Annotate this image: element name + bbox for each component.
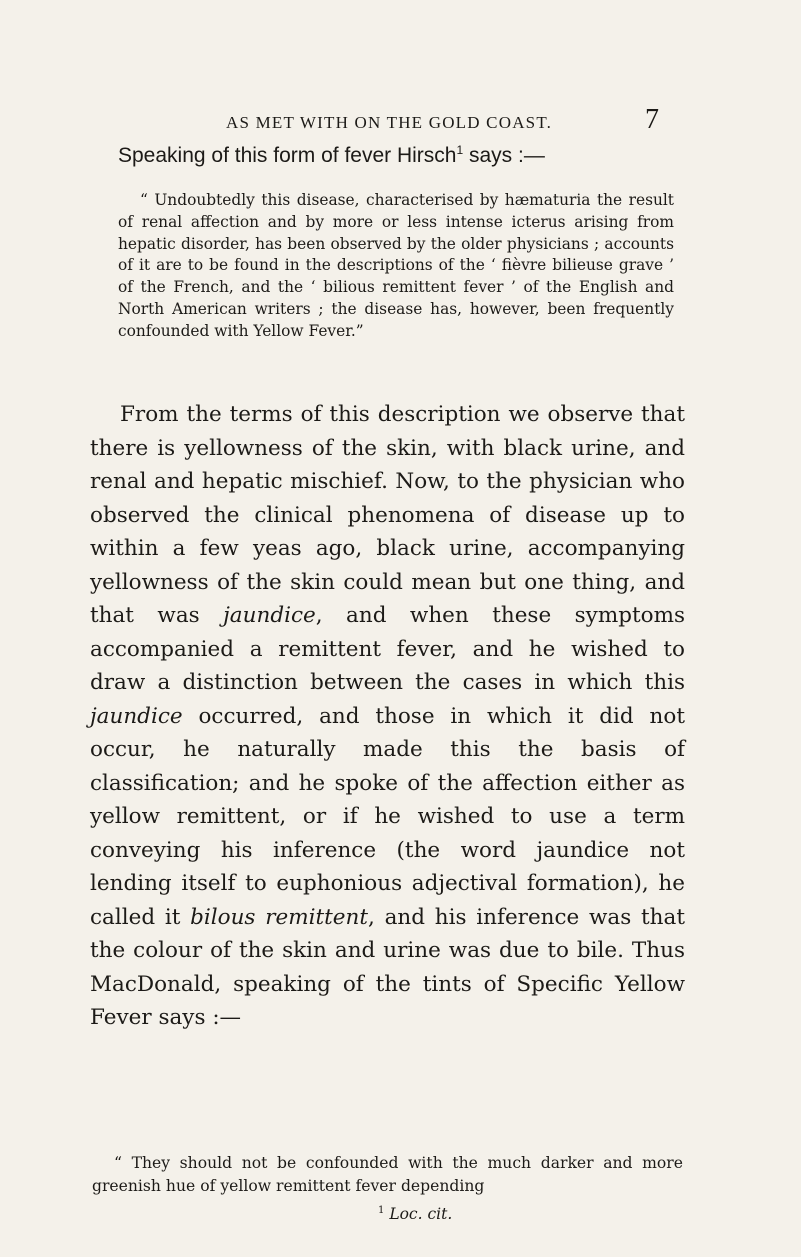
macdonald-quotation: “ They should not be confounded with the much darker and more greenish hue of yellow remittent fever depending xyxy=(92,1154,683,1195)
footnote-mark: 1 xyxy=(378,1205,385,1216)
paragraph-part-2: , and when these symptoms accompanied a remittent fever, and he wished to draw a distinction between the cases in which this xyxy=(90,603,685,695)
paragraph-part-4: , and his inference was that the colour of the skin and urine was due to bile. Thus MacDonald, speaking of the tints of Specific Yellow Fever says :— xyxy=(90,904,685,1030)
paragraph-part-3: occurred, and those in which it did not occur, he naturally made this the basis of classification; and he spoke of the affection either as yellow remittent, or if he wished to use a term conveying his inference (the word jaundice not lending itself to euphonious adjectival formation), he called it xyxy=(90,703,685,930)
footnote xyxy=(378,1205,452,1223)
emphasis-jaundice-2: jaundice xyxy=(90,703,183,729)
intro-text: Speaking of this form of fever Hirsch xyxy=(118,144,457,167)
page-number: 7 xyxy=(645,104,659,135)
emphasis-bilous-remittent: bilous remittent xyxy=(190,904,368,930)
paragraph-part-1: From the terms of this description we observe that there is yellowness of the skin, with black urine, and renal and hepatic mischief. Now, to the physician who observed the clinical phenomena of disease up to within a few yeas ago, black urine, accompanying yellowness of the skin could mean but one thing, and that was xyxy=(90,402,685,628)
intro-line xyxy=(118,143,678,168)
main-paragraph xyxy=(90,398,685,1035)
intro-tail: says :— xyxy=(463,144,545,167)
running-head: AS MET WITH ON THE GOLD COAST. xyxy=(226,113,553,132)
footnote-text: Loc. cit. xyxy=(389,1205,453,1224)
footnote-reference: 1 xyxy=(456,143,464,157)
emphasis-jaundice-1: jaundice xyxy=(223,603,316,628)
hirsch-quotation: “ Undoubtedly this disease, characterised by hæmaturia the result of renal affection and by more or less intense icterus arising from hepatic disorder, has been observed by the older physicians ; accounts of it are to be found in the descriptions of the ‘ fièvre bilieuse grave ’ of the French, and the ‘ bilious remittent fever ’ of the English and North American writers ; the disease has, however, been frequently confounded with Yellow Fever.” xyxy=(118,191,674,340)
